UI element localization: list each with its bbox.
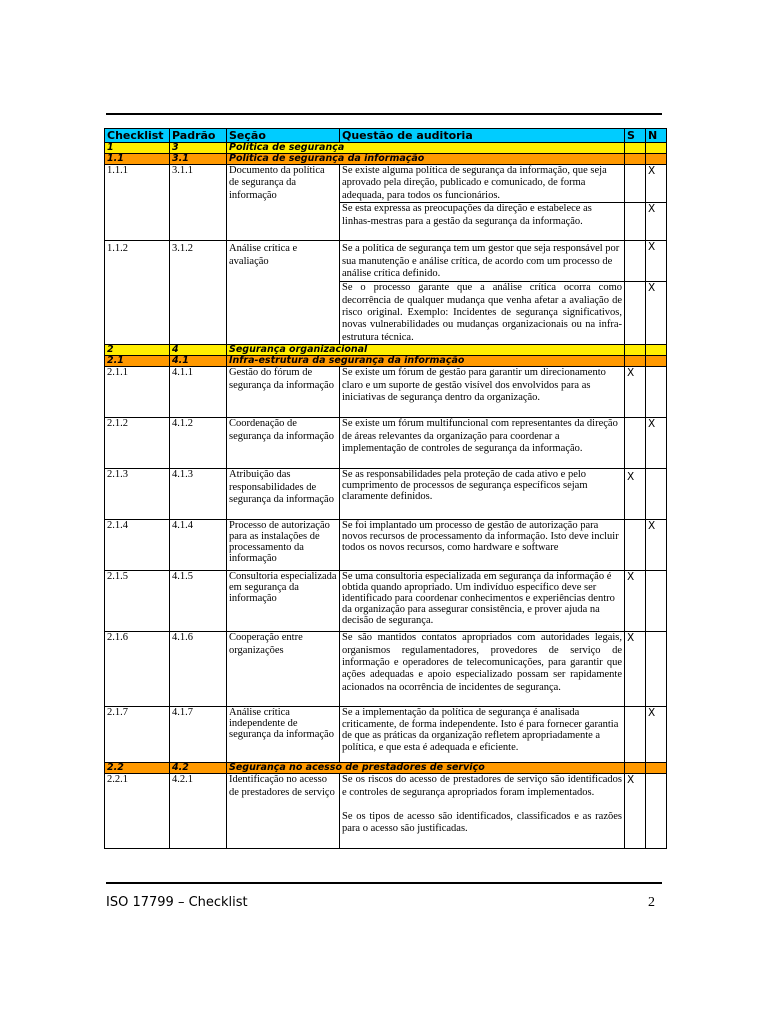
- section-number: 2.2: [105, 763, 170, 774]
- subsection-row: [105, 154, 667, 165]
- checklist-number: 2.1.5: [105, 571, 170, 632]
- standard-number: 4.1.4: [170, 520, 227, 571]
- section-standard: 4.1: [170, 356, 227, 367]
- standard-number: 4.1.3: [170, 469, 227, 520]
- audit-question: Se existe um fórum multifuncional com representantes da direção de áreas relevantes da organização para coordenar a implementação de controles de segurança da informação.: [340, 418, 625, 469]
- mark-s: X: [625, 632, 646, 707]
- checklist-number: 2.1.2: [105, 418, 170, 469]
- mark-s: [625, 707, 646, 763]
- mark-s: X: [625, 571, 646, 632]
- mark-n: X: [646, 707, 667, 763]
- section-name: Coordenação de segurança da informação: [227, 418, 340, 469]
- mark-n: X: [646, 282, 667, 345]
- section-name: Análise crítica e avaliação: [227, 241, 340, 345]
- section-title: Segurança organizacional: [227, 345, 625, 356]
- section-number: 2: [105, 345, 170, 356]
- audit-question: Se uma consultoria especializada em segurança da informação é obtida quando apropriado. Um indivíduo específico deve ser identificado para coordenar conhecimentos e experiências dentro da organização para assegurar consistência, e prover ajuda na decisão de segurança.: [340, 571, 625, 632]
- audit-question: Se o processo garante que a análise crítica ocorra como decorrência de qualquer mudança que venha afetar a avaliação de risco original. Exemplo: Incidentes de segurança significativos, novas vulnerabilidades ou mudanças organizacionais ou na infra-estrutura técnica.: [340, 282, 625, 345]
- section-name: Documento da política de segurança da informação: [227, 165, 340, 241]
- section-title: Infra-estrutura da segurança da informação: [227, 356, 625, 367]
- subsection-row: [105, 763, 667, 774]
- table-row: [105, 418, 667, 469]
- section-standard: 4: [170, 345, 227, 356]
- standard-number: 4.1.7: [170, 707, 227, 763]
- table-row: [105, 469, 667, 520]
- audit-question-part: Se os riscos do acesso de prestadores de serviço são identificados e controles de segurança apropriados foram implementados.: [342, 774, 622, 798]
- section-number: 1: [105, 143, 170, 154]
- standard-number: 4.1.6: [170, 632, 227, 707]
- col-header-questao: Questão de auditoria: [340, 129, 625, 143]
- section-title: Segurança no acesso de prestadores de serviço: [227, 763, 625, 774]
- col-header-padrao: Padrão: [170, 129, 227, 143]
- table-row: [105, 632, 667, 707]
- table-row: [105, 707, 667, 763]
- table-row: [105, 241, 667, 282]
- audit-question: Se a implementação da política de segurança é analisada criticamente, de forma independente. Isto é para fornecer garantia de que as práticas da organização refletem apropriadamente a política, e que esta é adequada e eficiente.: [340, 707, 625, 763]
- section-name: Consultoria especializada em segurança da informação: [227, 571, 340, 632]
- checklist-number: 2.1.1: [105, 367, 170, 418]
- mark-n: X: [646, 418, 667, 469]
- mark-s: [625, 282, 646, 345]
- section-standard: 3.1: [170, 154, 227, 165]
- section-number: 2.1: [105, 356, 170, 367]
- subsection-row: [105, 356, 667, 367]
- mark-s: X: [625, 469, 646, 520]
- mark-s: [625, 165, 646, 203]
- checklist-number: 2.1.6: [105, 632, 170, 707]
- section-name: Cooperação entre organizações: [227, 632, 340, 707]
- mark-n: X: [646, 520, 667, 571]
- section-title: Política de segurança: [227, 143, 625, 154]
- checklist-number: 1.1.2: [105, 241, 170, 345]
- section-row: [105, 143, 667, 154]
- table-row: [105, 165, 667, 203]
- checklist-table: [104, 128, 667, 849]
- checklist-number: 2.1.4: [105, 520, 170, 571]
- section-name: Atribuição das responsabilidades de segurança da informação: [227, 469, 340, 520]
- checklist-number: 2.2.1: [105, 774, 170, 849]
- mark-n: X: [646, 203, 667, 241]
- table-row: [105, 520, 667, 571]
- mark-n: X: [646, 241, 667, 282]
- checklist-number: 2.1.7: [105, 707, 170, 763]
- mark-n: [646, 367, 667, 418]
- col-header-checklist: Checklist: [105, 129, 170, 143]
- mark-n: [646, 469, 667, 520]
- standard-number: 3.1.2: [170, 241, 227, 345]
- standard-number: 4.2.1: [170, 774, 227, 849]
- mark-s: [625, 203, 646, 241]
- audit-question: [340, 774, 625, 849]
- table-header-row: [105, 129, 667, 143]
- mark-s: X: [625, 367, 646, 418]
- audit-question-part: Se os tipos de acesso são identificados, classificados e as razões para o acesso são justificadas.: [342, 811, 622, 835]
- col-header-n: N: [646, 129, 667, 143]
- standard-number: 4.1.1: [170, 367, 227, 418]
- section-name: Identificação no acesso de prestadores de serviço: [227, 774, 340, 849]
- table-row: [105, 367, 667, 418]
- mark-s: X: [625, 774, 646, 849]
- col-header-secao: Seção: [227, 129, 340, 143]
- section-standard: 3: [170, 143, 227, 154]
- mark-s: [625, 241, 646, 282]
- mark-n: [646, 774, 667, 849]
- page-number: 2: [648, 895, 655, 910]
- audit-question: Se esta expressa as preocupações da direção e estabelece as linhas-mestras para a gestão da segurança da informação.: [340, 203, 625, 241]
- footer-title: ISO 17799 – Checklist: [106, 895, 248, 910]
- footer-rule: [106, 882, 662, 884]
- col-header-s: S: [625, 129, 646, 143]
- section-row: [105, 345, 667, 356]
- standard-number: 4.1.2: [170, 418, 227, 469]
- checklist-number: 2.1.3: [105, 469, 170, 520]
- section-name: Processo de autorização para as instalações de processamento da informação: [227, 520, 340, 571]
- audit-question: Se são mantidos contatos apropriados com autoridades legais, organismos regulamentadores, provedores de serviço de informação e operadores de telecomunicações, para garantir que ações adequadas e apoio especializado possam ser rapidamente acionados na ocorrência de incidentes de segurança.: [340, 632, 625, 707]
- audit-question: Se as responsabilidades pela proteção de cada ativo e pelo cumprimento de processos de segurança específicos sejam claramente definidos.: [340, 469, 625, 520]
- mark-s: [625, 418, 646, 469]
- mark-n: X: [646, 165, 667, 203]
- section-name: Análise crítica independente de segurança da informação: [227, 707, 340, 763]
- section-title: Política de segurança da informação: [227, 154, 625, 165]
- audit-question: Se existe um fórum de gestão para garantir um direcionamento claro e um suporte de gestão visível dos envolvidos para as iniciativas de segurança dentro da organização.: [340, 367, 625, 418]
- mark-n: [646, 571, 667, 632]
- section-standard: 4.2: [170, 763, 227, 774]
- audit-question: Se a política de segurança tem um gestor que seja responsável por sua manutenção e análise crítica, de acordo com um processo de análise crítica definido.: [340, 241, 625, 282]
- audit-question: Se existe alguma política de segurança da informação, que seja aprovado pela direção, publicado e comunicado, de forma adequada, para todos os funcionários.: [340, 165, 625, 203]
- mark-s: [625, 520, 646, 571]
- checklist-number: 1.1.1: [105, 165, 170, 241]
- standard-number: 4.1.5: [170, 571, 227, 632]
- standard-number: 3.1.1: [170, 165, 227, 241]
- audit-question: Se foi implantado um processo de gestão de autorização para novos recursos de processamento da informação. Isto deve incluir todos os novos recursos, como hardware e software: [340, 520, 625, 571]
- table-row: [105, 774, 667, 849]
- mark-n: [646, 632, 667, 707]
- table-row: [105, 571, 667, 632]
- header-rule: [106, 113, 662, 115]
- section-number: 1.1: [105, 154, 170, 165]
- section-name: Gestão do fórum de segurança da informação: [227, 367, 340, 418]
